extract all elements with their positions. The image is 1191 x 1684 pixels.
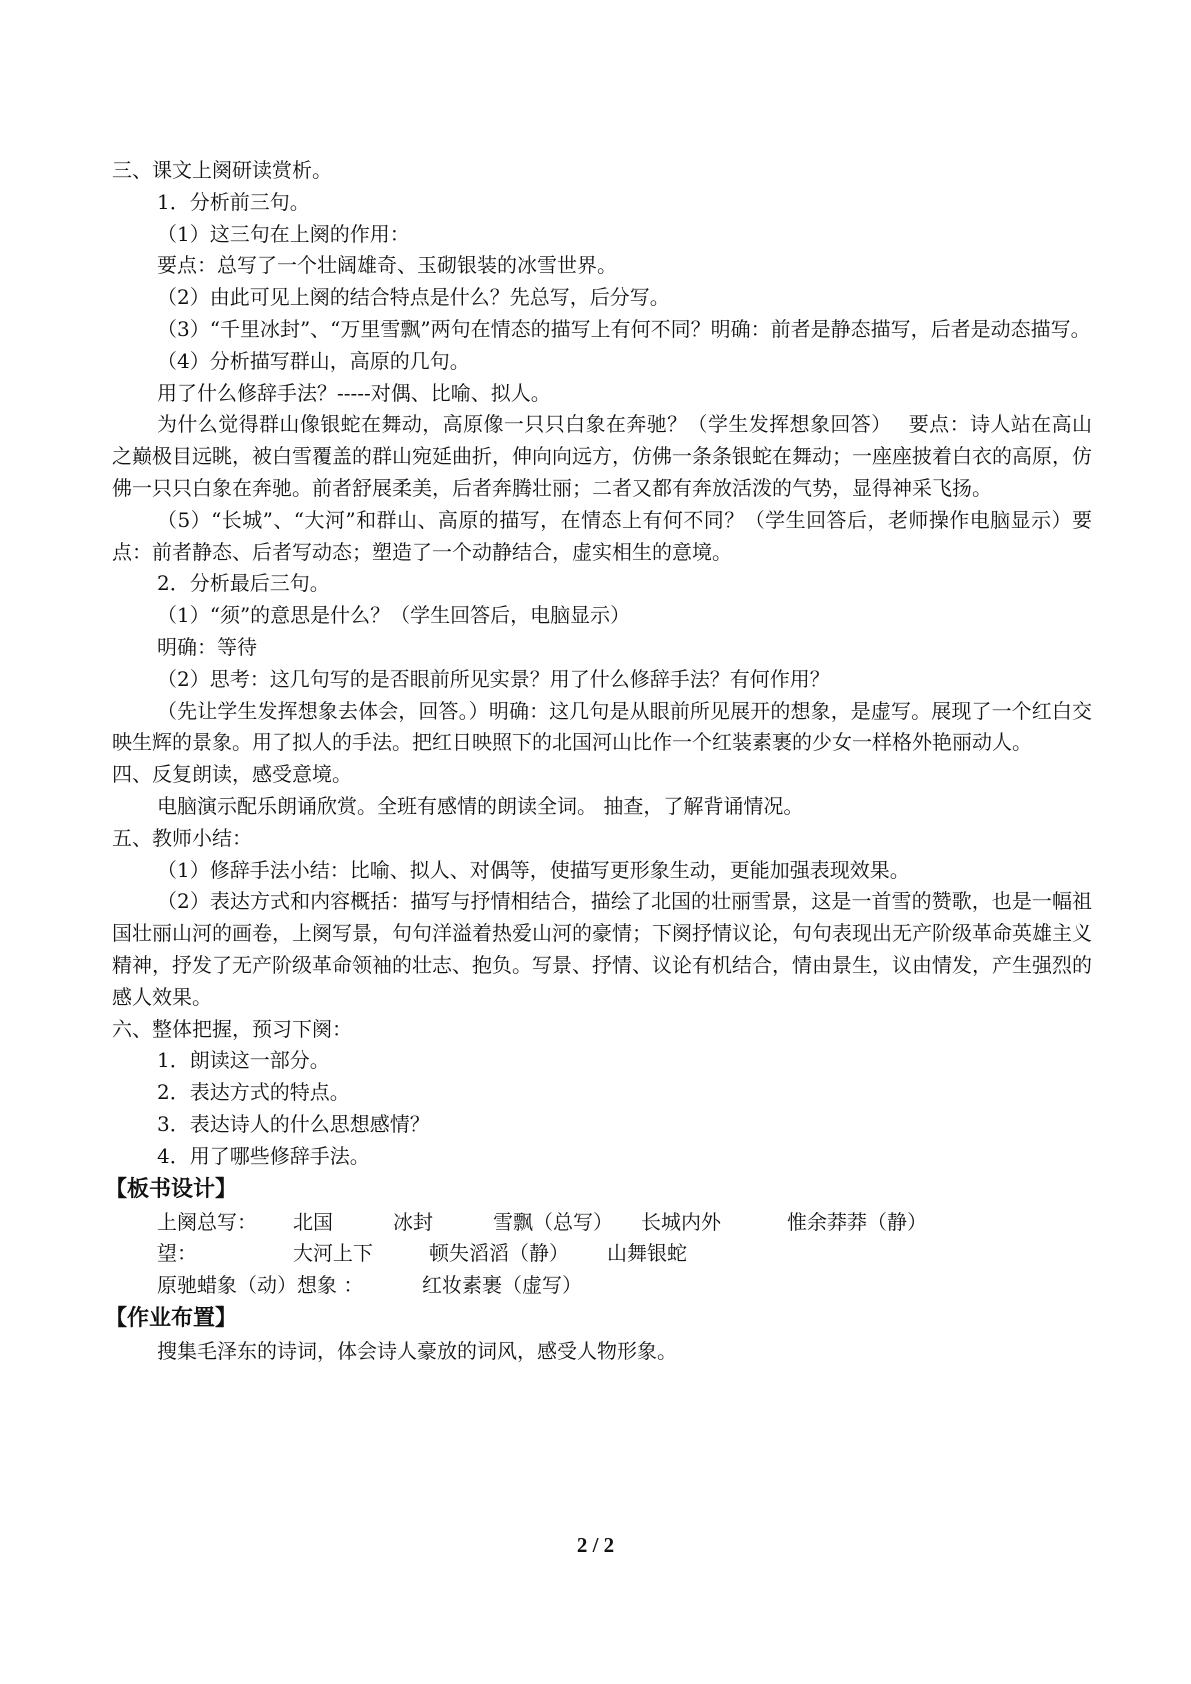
board-cell: 惟余莽莽（静） [787,1209,927,1234]
board-row-3 [112,1270,1092,1302]
board-cell: 顿失滔滔（静） [429,1241,569,1266]
answer-2-1: 明确：等待 [157,634,257,659]
board-cell: 冰封 [393,1209,433,1234]
section-heading-6: 六、整体把握，预习下阕： [112,1016,352,1041]
homework-text: 搜集毛泽东的诗词，体会诗人豪放的词风，感受人物形象。 [157,1338,677,1363]
question-1-3: （3）“千里冰封”、“万里雪飘”两句在情态的描写上有何不同？明确：前者是静态描写，后者是动态描写。 [157,316,1091,341]
preview-item-4: 4．用了哪些修辞手法。 [157,1143,370,1168]
board-cell: 长城内外 [641,1209,721,1234]
board-cell: 山舞银蛇 [607,1241,687,1266]
homework-heading: 【作业布置】 [105,1305,238,1331]
board-cell: 上阕总写： [157,1209,257,1234]
question-2-2: （2）思考：这几句写的是否眼前所见实景？用了什么修辞手法？有何作用？ [157,666,830,691]
question-1-4-rhetoric: 用了什么修辞手法？-----对偶、比喻、拟人。 [157,380,551,405]
preview-item-3: 3．表达诗人的什么思想感情？ [157,1111,430,1136]
summary-1: （1）修辞手法小结：比喻、拟人、对偶等，使描写更形象生动，更能加强表现效果。 [157,857,910,882]
question-1-2: （2）由此可见上阕的结合特点是什么？先总写，后分写。 [157,285,670,310]
board-row-2 [112,1238,1092,1270]
document-body [105,155,1092,1368]
board-design-heading: 【板书设计】 [105,1176,238,1202]
preview-item-2: 2．表达方式的特点。 [157,1080,350,1105]
board-cell: 雪飘（总写） [493,1209,613,1234]
answer-2-2: （先让学生发挥想象去体会，回答。）明确：这几句是从眼前所见展开的想象，是虚写。展现了一个红白交映生辉的景象。用了拟人的手法。把红日映照下的北国河山比作一个红装素裹的少女一样格外艳丽动人。 [112,698,1092,755]
subsection-2: 2．分析最后三句。 [157,571,330,596]
section-4-text: 电脑演示配乐朗诵欣赏。全班有感情的朗读全词。 抽查，了解背诵情况。 [157,793,804,818]
question-1-5: （5）“长城”、“大河”和群山、高原的描写，在情态上有何不同？（学生回答后，老师操作电脑显示）要点：前者静态、后者写动态；塑造了一个动静结合，虚实相生的意境。 [112,507,1092,564]
answer-1-1: 要点：总写了一个壮阔雄奇、玉砌银装的冰雪世界。 [157,253,617,278]
question-1-1: （1）这三句在上阕的作用： [157,221,410,246]
board-cell: 望： [157,1241,197,1266]
board-cell: 大河上下 [293,1241,373,1266]
page-number: 2 / 2 [576,1533,615,1557]
section-heading-4: 四、反复朗读，感受意境。 [112,762,352,787]
preview-item-1: 1．朗读这一部分。 [157,1048,330,1073]
question-1-4: （4）分析描写群山，高原的几句。 [157,348,470,373]
section-heading-5: 五、教师小结： [112,825,252,850]
summary-2: （2）表达方式和内容概括：描写与抒情相结合，描绘了北国的壮丽雪景，这是一首雪的赞歌，也是一幅祖国壮丽山河的画卷，上阕写景，句句洋溢着热爱山河的豪情；下阕抒情议论，句句表现出无产阶级革命英雄主义精神，抒发了无产阶级革命领袖的壮志、抱负。写景、抒情、议论有机结合，情由景生，议由情发，产生强烈的感人效果。 [112,889,1092,1009]
board-cell: 红妆素裹（虚写） [422,1273,582,1298]
section-heading-3: 三、课文上阕研读赏析。 [112,158,332,182]
question-2-1: （1）“须”的意思是什么？（学生回答后，电脑显示） [157,603,631,628]
board-cell: 原驰蜡象（动）想象 ： [157,1273,364,1298]
question-1-4-explanation: 为什么觉得群山像银蛇在舞动，高原像一只只白象在奔驰？（学生发挥想象回答） 要点：诗人站在高山之巅极目远眺，被白雪覆盖的群山宛延曲折，伸向向远方，仿佛一条条银蛇在舞动；一座座披着白衣的高原，仿佛一只只白象在奔驰。前者舒展柔美，后者奔腾壮丽；二者又都有奔放活泼的气势，显得神采飞扬。 [112,412,1092,500]
subsection-1: 1．分析前三句。 [157,189,310,214]
board-row-1 [112,1207,1092,1239]
board-cell: 北国 [293,1209,333,1234]
